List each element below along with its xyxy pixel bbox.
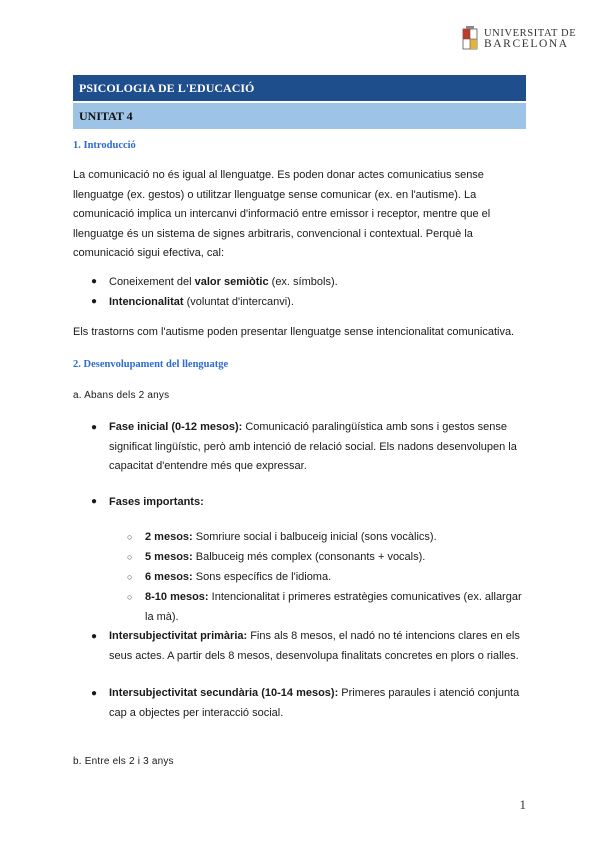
section-1-paragraph	[73, 166, 526, 264]
list-item-bold: valor semiòtic	[194, 276, 269, 288]
list-item	[109, 293, 294, 313]
university-logo	[462, 24, 576, 54]
para-line: comunicació sigui efectiva, cal:	[73, 247, 225, 259]
bullet-icon: ●	[91, 422, 98, 433]
list-item-bold: Fases importants:	[109, 496, 204, 508]
sub-list-item	[145, 588, 530, 627]
sub-item-bold: 8-10 mesos:	[145, 591, 209, 603]
para-line: La comunicació no és igual al llenguatge. Es poden donar actes comunicatius sense	[73, 169, 484, 181]
course-title-banner	[73, 75, 526, 101]
list-item	[109, 627, 529, 666]
sub-bullet-icon: ○	[127, 532, 133, 542]
sub-list-item	[145, 568, 331, 588]
list-item-bold: Intersubjectivitat secundària (10-14 mesos):	[109, 687, 339, 699]
sub-bullet-icon: ○	[127, 552, 133, 562]
list-item-text: cap a objectes per interacció social.	[109, 706, 284, 719]
list-item	[109, 418, 529, 477]
sub-bullet-icon: ○	[127, 572, 133, 582]
list-item	[109, 273, 338, 293]
list-item-bold: Intersubjectivitat primària:	[109, 630, 248, 642]
course-title: PSICOLOGIA DE L'EDUCACIÓ	[79, 80, 255, 95]
sub-item-text: Sons específics de l'idioma.	[192, 571, 332, 583]
para-line: llenguatge és un sistema de signes arbitraris, convencional i contextual. Perquè la	[73, 227, 473, 240]
list-item-text: Primeres paraules i atenció conjunta	[338, 687, 520, 699]
logo-line2: BARCELONA	[484, 38, 569, 50]
list-item-text: Fins als 8 mesos, el nadó no té intencions clares en els	[247, 630, 520, 642]
sub-item-text: Balbuceig més complex (consonants + vocals).	[192, 551, 426, 563]
bullet-icon: ●	[91, 296, 98, 307]
sub-item-bold: 2 mesos:	[145, 531, 193, 543]
page-number: 1	[519, 797, 526, 812]
sub-item-bold: 5 mesos:	[145, 551, 193, 563]
list-item-text: Coneixement del	[109, 276, 195, 288]
bullet-icon: ●	[91, 688, 98, 699]
bullet-icon: ●	[91, 276, 98, 287]
sub-item-bold: 6 mesos:	[145, 571, 193, 583]
sub-list-item	[145, 548, 425, 568]
sub-list-item	[145, 528, 437, 548]
list-item-text: (ex. símbols).	[268, 276, 338, 288]
sub-bullet-icon: ○	[127, 592, 133, 602]
sub-item-text: Intencionalitat i primeres estratègies comunicatives (ex. allargar	[208, 591, 522, 603]
list-item-text: capacitat d'entendre més que expressar.	[109, 460, 307, 472]
list-item-text: (voluntat d'intercanvi).	[183, 296, 294, 308]
unit-title: UNITAT 4	[79, 108, 133, 123]
section-1-closing: Els trastorns com l'autisme poden presentar llenguatge sense intencionalitat comunicativa.	[73, 326, 515, 338]
list-item-text: Comunicació paralingüística amb sons i gestos sense	[242, 421, 508, 433]
logo-line1: UNIVERSITAT DE	[484, 28, 577, 39]
para-line: comunicació implica un intercanvi d'informació entre emissor i receptor, mentre que el	[73, 208, 491, 220]
coat-of-arms-icon	[462, 26, 478, 52]
bullet-icon: ●	[91, 496, 98, 507]
section-1-heading: 1. Introducció	[73, 140, 136, 151]
unit-banner	[73, 103, 526, 129]
subsection-a: a. Abans dels 2 anys	[73, 390, 170, 401]
section-2-heading: 2. Desenvolupament del llenguatge	[73, 359, 229, 370]
subsection-b: b. Entre els 2 i 3 anys	[73, 756, 174, 767]
sub-item-text: Somriure social i balbuceig inicial (sons vocàlics).	[192, 531, 437, 543]
sub-item-text: la mà).	[145, 610, 179, 623]
list-item	[109, 684, 529, 723]
list-item-bold: Fase inicial (0-12 mesos):	[109, 421, 243, 433]
list-item-bold: Intencionalitat	[109, 296, 184, 308]
bullet-icon: ●	[91, 631, 98, 642]
para-line: llenguatge (ex. gestos) o utilitzar llenguatge sense comunicar (ex. en l'autisme). La	[73, 188, 477, 201]
list-item-text: significat lingüístic, però amb intenció de relació social. Els nadons desenvolupen la	[109, 440, 517, 453]
list-item-text: seus actes. A partir dels 8 mesos, desenvolupa finalitats concretes en plors o rialles.	[109, 649, 519, 662]
list-item	[109, 493, 204, 513]
